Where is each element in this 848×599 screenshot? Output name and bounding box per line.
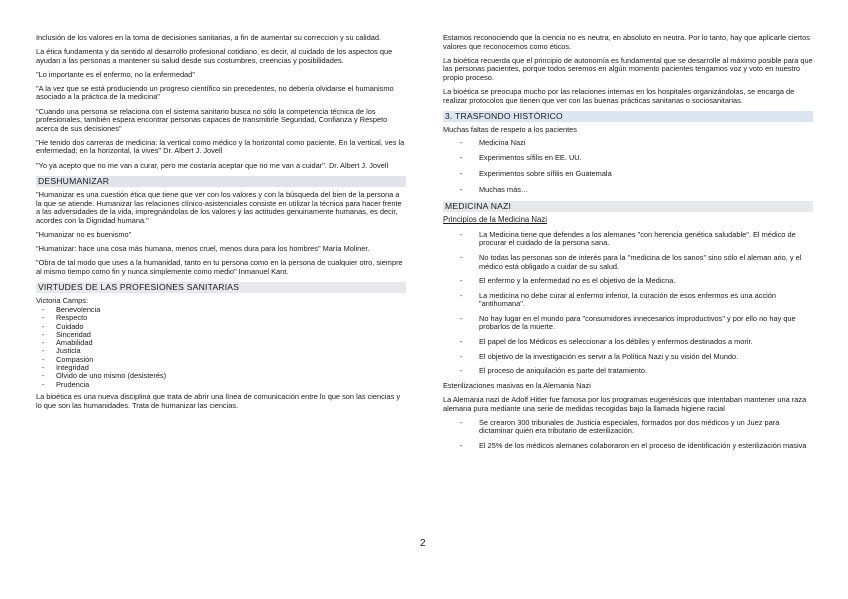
list-item: - Benevolencia	[36, 306, 406, 314]
quote: "Cuando una persona se relaciona con el sistema sanitario busca no sólo la competencia técnica de los profesionales, también espera encontrar personas capaces de transmitirle Seguridad, Confianza y Respeto acerca de sus decisiones"	[36, 106, 388, 133]
list-item: - Olvido de uno mismo (desisterés)	[36, 372, 406, 380]
list-item: - Muchas más…	[443, 186, 813, 195]
paragraph: "Humanizar es una cuestión ética que tiene que ver con los valores y con la búsqueda del bien de la persona a la que se atiende. Humanizar las relaciones clínico-asistenciales consiste en utilizar la técnica para hacer frente a las adversidades de la vida, impregnándolas de los valores y las actitudes genuinamente humanas, es decir, acordes con la Dignidad humana."	[36, 190, 402, 225]
paragraph: La bioética es una nueva disciplina que trata de abrir una línea de comunicación entre lo que son las ciencias y lo que son las humanidades. Trata de humanizar las ciencias.	[36, 391, 401, 410]
principios-subheading: Principios de la Medicina Nazi	[443, 215, 548, 225]
section-heading-trasfondo: 3. TRASFONDO HISTÓRICO	[443, 111, 813, 122]
history-list	[443, 139, 813, 194]
list-item: - No hay lugar en el mundo para "consumidores innecesarios improductivos" y por ello no hay que probarlos de la muerte.	[443, 315, 813, 332]
quote: "He tenido dos carreras de medicina: la vertical como médico y la horizontal como paciente. En la vertical, ves la enfermedad; en la horizontal, la vives" Dr. Albert J. Jovell	[36, 137, 405, 156]
list-item: - El papel de los Médicos es seleccionar a los débiles y enfermos destinados a morir.	[443, 338, 813, 347]
section-heading-medicina-nazi: MEDICINA NAZI	[443, 201, 813, 212]
left-column	[36, 34, 406, 416]
list-item: - Amabilidad	[36, 339, 406, 347]
quote: "Humanizar no es buenismo"	[36, 230, 132, 239]
list-item: - No todas las personas son de interés para la "medicina de los sanos" sino sólo el aleman ario, y el médico está obligado a cuidar de su salud.	[443, 254, 813, 271]
faltas-label: Muchas faltas de respeto a los pacientes	[443, 125, 577, 135]
list-item: - Medicina Nazi	[443, 139, 813, 148]
nazi-principles-list	[443, 231, 813, 376]
quote: "Yo ya acepto que no me van a curar, pero me costaría aceptar que no me van a cuidar". Dr. Albert J. Jovell	[36, 160, 389, 170]
quote: "Humanizar: hace una cosa más humana, menos cruel, menos dura para los hombres" María Moliner.	[36, 244, 370, 254]
list-item: - Respecto	[36, 314, 406, 322]
list-item: - Cuidado	[36, 323, 406, 331]
section-heading-virtudes: VIRTUDES DE LAS PROFESIONES SANITARIAS	[36, 282, 406, 293]
paragraph: La ética fundamenta y da sentido al desarrollo profesional cotidiano, es decir, al cuidado de los aspectos que ayudan a las personas a mantener su salud desde sus costumbres, creencias y posibilidades.	[36, 47, 393, 65]
list-item: - El 25% de los médicos alemanes colaboraron en el proceso de identificación y esterilización masiva	[443, 442, 813, 451]
list-item: - La Medicina tiene que defendes a los alemanes "con herencia genética saludable". El médico de procurar el cuidado de la persona sana.	[443, 231, 813, 248]
list-item: - Experimentos sobre sífilis en Guatemala	[443, 170, 813, 179]
list-item: - Prudencia	[36, 381, 406, 389]
list-item: - Compasión	[36, 356, 406, 364]
paragraph: La Alemania nazi de Adolf Hitler fue famosa por los programas eugenésicos que intentaban mantener una raza alemana pura mediante una serie de medidas recogidas bajo la llamada higiene racial	[443, 394, 807, 413]
list-item: - Justicia	[36, 347, 406, 355]
paragraph: Estamos reconociendo que la ciencia no es neutra, en absoluto en neutra. Por lo tanto, hay que aplicarle ciertos valores que reconocemos como éticos.	[443, 33, 810, 51]
victoria-camps-label: Victoria Camps:	[36, 296, 89, 306]
quote: "Obra de tal modo que uses a la humanidad, tanto en tu persona como en la persona de cualquier otro, siempre al mismo tiempo como fin y nunca simplemente como medio" Inmanuel Kant.	[36, 258, 403, 276]
quote: "Lo importante es el enfermo, no la enfermedad"	[36, 69, 195, 79]
quote: "A la vez que se está produciendo un progreso científico sin precedentes, no debería olvidarse el humanismo asociado a la práctica de la medicina"	[36, 83, 394, 102]
list-item: - El objetivo de la investigación es servir a la Política Nazi y su visión del Mundo.	[443, 353, 813, 362]
list-item: - La medicina no debe curar al enfermo inferior, la curación de esos enfermos es una acción "antihumana".	[443, 292, 813, 309]
page-number: 2	[420, 538, 426, 549]
right-column	[443, 34, 813, 456]
paragraph: Inclusión de los valores en la toma de decisiones sanitarias, a fin de aumentar su correccion y su calidad.	[36, 33, 382, 42]
list-item: - Experimentos sífilis en EE. UU.	[443, 154, 813, 163]
paragraph: La bioética se preocupa mucho por las relaciones internas en los hospitales organizándolas, se encarga de realizar protocolos que tienen que ver con las buenas prácticas sanitarias o sociosanitarias.	[443, 86, 795, 105]
list-item: - Se crearon 300 tribunales de Justicia especiales, formados por dos médicos y un Juez para dictaminar quién era tributario de esterilización.	[443, 419, 813, 436]
paragraph: La bioética recuerda que el principio de autonomía es fundamental que se desarrolle al máximo posible para que las personas pacientes, porque todos seremos en algún momento pacientes tengamos voz y voto en nuestro propio proceso.	[443, 55, 813, 82]
values-list	[36, 306, 406, 389]
esterilizaciones-list	[443, 419, 813, 451]
list-item: - El proceso de aniquilación es parte del tratamiento.	[443, 367, 813, 376]
list-item: - El enfermo y la enfermedad no es el objetivo de la Medicna.	[443, 277, 813, 286]
esterilizaciones-title: Esterilizaciones masivas en la Alemania Nazi	[443, 380, 591, 390]
list-item: - Integridad	[36, 364, 406, 372]
section-heading-deshumanizar: DESHUMANIZAR	[36, 176, 406, 187]
list-item: - Sinceridad	[36, 331, 406, 339]
